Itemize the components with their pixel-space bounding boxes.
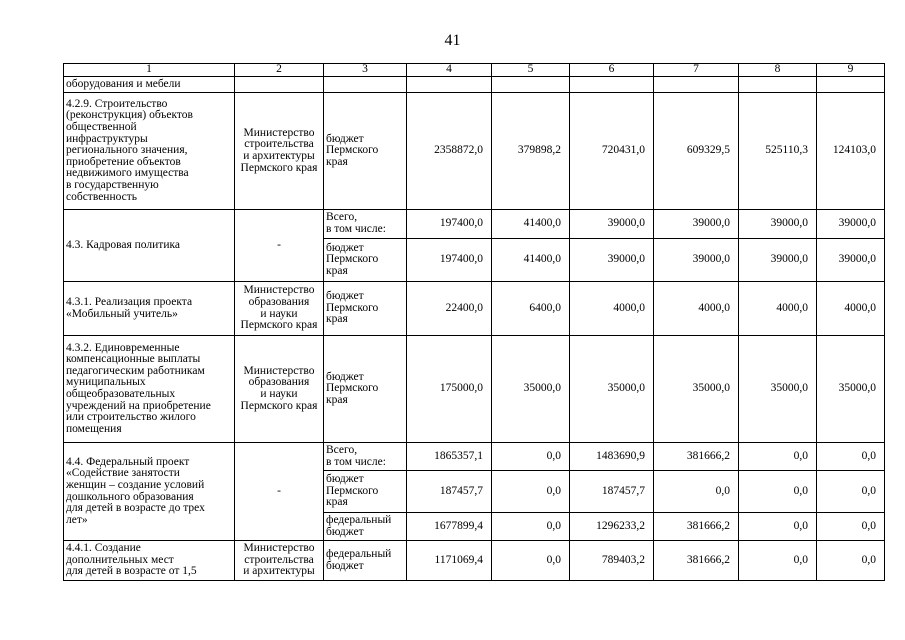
text-line: Пермского края	[240, 399, 318, 412]
text-line: в государственную	[66, 178, 159, 191]
text-line: общеобразовательных	[66, 388, 176, 400]
col-header: 9	[817, 64, 885, 77]
page-number: 41	[444, 32, 461, 49]
text-line: бюджет	[326, 473, 364, 486]
value-cell: 1677899,4	[407, 513, 492, 541]
text-line: для детей в возрасте от 1,5	[66, 565, 197, 578]
text-line: учреждений на приобретение	[66, 399, 211, 412]
value-cell: 0,0	[654, 471, 739, 513]
value-cell: 0,0	[817, 443, 885, 471]
item-name	[64, 336, 235, 443]
table-row	[64, 210, 885, 239]
table-row	[64, 77, 885, 93]
text-line: в том числе:	[326, 223, 386, 235]
text-line: Министерство	[243, 364, 315, 377]
text-line: и архитектуры	[243, 150, 315, 162]
value-cell: 35000,0	[492, 336, 570, 443]
text-line: дошкольного образования	[66, 490, 194, 503]
text-line: для детей в возрасте до трех	[66, 502, 205, 515]
value-cell: 1171069,4	[407, 541, 492, 581]
executor	[235, 541, 324, 581]
value-cell: 187457,7	[407, 471, 492, 513]
text-line: Пермского края	[240, 161, 318, 174]
value-cell: 41400,0	[492, 239, 570, 282]
text-line: края	[326, 393, 348, 406]
text-line: приобретение объектов	[66, 155, 181, 168]
funding-source	[324, 336, 407, 443]
text-line: или строительство жилого	[66, 411, 196, 424]
text-line: федеральный	[326, 547, 392, 560]
value-cell: 39000,0	[654, 210, 739, 239]
text-line: образования	[248, 295, 310, 308]
value-cell: 175000,0	[407, 336, 492, 443]
value-cell: 39000,0	[817, 210, 885, 239]
value-cell: 22400,0	[407, 282, 492, 336]
table-row	[64, 443, 885, 471]
text-line: бюджет	[326, 132, 364, 145]
item-name	[64, 210, 235, 282]
text-line: Министерство	[243, 126, 315, 139]
col-header: 1	[64, 64, 235, 77]
value-cell: 0,0	[817, 513, 885, 541]
item-name	[64, 443, 235, 541]
value-cell: 4000,0	[654, 282, 739, 336]
value-cell: 381666,2	[654, 443, 739, 471]
text-line: края	[326, 155, 348, 168]
value-cell: 0,0	[492, 471, 570, 513]
value-cell: 0,0	[739, 443, 817, 471]
text-line: дополнительных мест	[66, 553, 174, 566]
value-cell: 720431,0	[570, 93, 654, 210]
text-line: Пермского	[326, 382, 379, 395]
text-line: бюджет	[326, 241, 364, 254]
text-line: Всего,	[326, 443, 358, 456]
col-header: 8	[739, 64, 817, 77]
item-name	[64, 282, 235, 336]
funding-source	[324, 282, 407, 336]
col-header: 2	[235, 64, 324, 77]
value-cell: 0,0	[739, 513, 817, 541]
header-row	[64, 64, 885, 77]
value-cell: 2358872,0	[407, 93, 492, 210]
text-line: недвижимого имущества	[66, 167, 189, 180]
value-cell: 35000,0	[739, 336, 817, 443]
executor	[235, 93, 324, 210]
value-cell: 39000,0	[570, 239, 654, 282]
value-cell: 1296233,2	[570, 513, 654, 541]
funding-source	[324, 239, 407, 282]
value-cell: 6400,0	[492, 282, 570, 336]
text-line: 4.4.1. Создание	[66, 542, 141, 555]
text-line: Министерство	[243, 284, 315, 297]
executor	[235, 210, 324, 282]
value-cell: 4000,0	[817, 282, 885, 336]
value-cell: 39000,0	[739, 239, 817, 282]
value-cell: 1865357,1	[407, 443, 492, 471]
value-cell: 39000,0	[570, 210, 654, 239]
value-cell: 381666,2	[654, 513, 739, 541]
item-name	[64, 77, 235, 93]
value-cell: 0,0	[492, 541, 570, 581]
value-cell: 609329,5	[654, 93, 739, 210]
text-line: общественной	[66, 121, 137, 134]
text-line: -	[277, 484, 281, 497]
text-line: -	[277, 238, 281, 251]
text-line: 4.3.2. Единовременные	[66, 341, 180, 354]
text-line: регионального значения,	[66, 144, 188, 157]
value-cell: 0,0	[739, 541, 817, 581]
value-cell: 197400,0	[407, 210, 492, 239]
text-line: «Мобильный учитель»	[66, 307, 178, 320]
funding-source	[324, 471, 407, 513]
value-cell: 35000,0	[654, 336, 739, 443]
funding-source	[324, 513, 407, 541]
text-line: федеральный	[326, 513, 392, 526]
text-line: 4.2.9. Строительство	[66, 97, 168, 110]
text-line: оборудования и мебели	[66, 77, 181, 90]
value-cell: 1483690,9	[570, 443, 654, 471]
text-line: (реконструкция) объектов	[66, 109, 193, 122]
funding-source	[324, 210, 407, 239]
value-cell: 39000,0	[654, 239, 739, 282]
text-line: «Содействие занятости	[66, 467, 180, 480]
value-cell: 187457,7	[570, 471, 654, 513]
text-line: Пермского	[326, 301, 379, 314]
text-line: образования	[248, 376, 310, 389]
budget-table	[63, 63, 885, 581]
text-line: бюджет	[326, 559, 364, 572]
value-cell: 525110,3	[739, 93, 817, 210]
text-line: собственность	[66, 190, 138, 203]
item-name	[64, 93, 235, 210]
executor	[235, 443, 324, 541]
executor	[235, 282, 324, 336]
text-line: муниципальных	[66, 376, 146, 389]
value-cell: 379898,2	[492, 93, 570, 210]
text-line: бюджет	[326, 370, 364, 383]
table-row	[64, 541, 885, 581]
value-cell: 0,0	[817, 541, 885, 581]
value-cell: 789403,2	[570, 541, 654, 581]
value-cell: 0,0	[492, 513, 570, 541]
col-header: 6	[570, 64, 654, 77]
value-cell: 35000,0	[817, 336, 885, 443]
table-row	[64, 93, 885, 210]
text-line: Пермского	[326, 144, 379, 157]
value-cell: 197400,0	[407, 239, 492, 282]
table-row	[64, 282, 885, 336]
col-header: 4	[407, 64, 492, 77]
value-cell: 39000,0	[739, 210, 817, 239]
col-header: 7	[654, 64, 739, 77]
value-cell: 39000,0	[817, 239, 885, 282]
text-line: женщин – создание условий	[66, 478, 205, 491]
text-line: Пермского края	[240, 319, 318, 332]
funding-source	[324, 541, 407, 581]
text-line: педагогическим работникам	[66, 364, 205, 377]
value-cell: 4000,0	[739, 282, 817, 336]
funding-source	[324, 443, 407, 471]
text-line: и науки	[260, 388, 298, 400]
col-header: 5	[492, 64, 570, 77]
text-line: Пермского	[326, 253, 379, 266]
col-header: 3	[324, 64, 407, 77]
text-line: и архитектуры	[243, 565, 315, 578]
item-name	[64, 541, 235, 581]
text-line: компенсационные выплаты	[66, 353, 201, 366]
executor	[235, 336, 324, 443]
value-cell: 0,0	[739, 471, 817, 513]
value-cell: 4000,0	[570, 282, 654, 336]
table-row	[64, 336, 885, 443]
value-cell: 381666,2	[654, 541, 739, 581]
text-line: края	[326, 264, 348, 277]
text-line: лет»	[66, 513, 88, 526]
text-line: и науки	[260, 307, 298, 320]
text-line: строительства	[244, 553, 314, 566]
text-line: инфраструктуры	[66, 132, 148, 145]
value-cell: 0,0	[817, 471, 885, 513]
text-line: Пермского	[326, 484, 379, 497]
text-line: помещения	[66, 422, 122, 435]
text-line: бюджет	[326, 525, 364, 538]
text-line: Всего,	[326, 211, 358, 224]
value-cell: 124103,0	[817, 93, 885, 210]
value-cell: 35000,0	[570, 336, 654, 443]
text-line: края	[326, 496, 348, 509]
text-line: в том числе:	[326, 455, 386, 468]
text-line: 4.4. Федеральный проект	[66, 455, 190, 468]
text-line: 4.3.1. Реализация проекта	[66, 295, 193, 308]
value-cell: 41400,0	[492, 210, 570, 239]
text-line: строительства	[244, 138, 314, 151]
value-cell: 0,0	[492, 443, 570, 471]
text-line: края	[326, 313, 348, 326]
text-line: 4.3. Кадровая политика	[66, 238, 180, 251]
text-line: Министерство	[243, 542, 315, 555]
text-line: бюджет	[326, 290, 364, 303]
funding-source	[324, 93, 407, 210]
